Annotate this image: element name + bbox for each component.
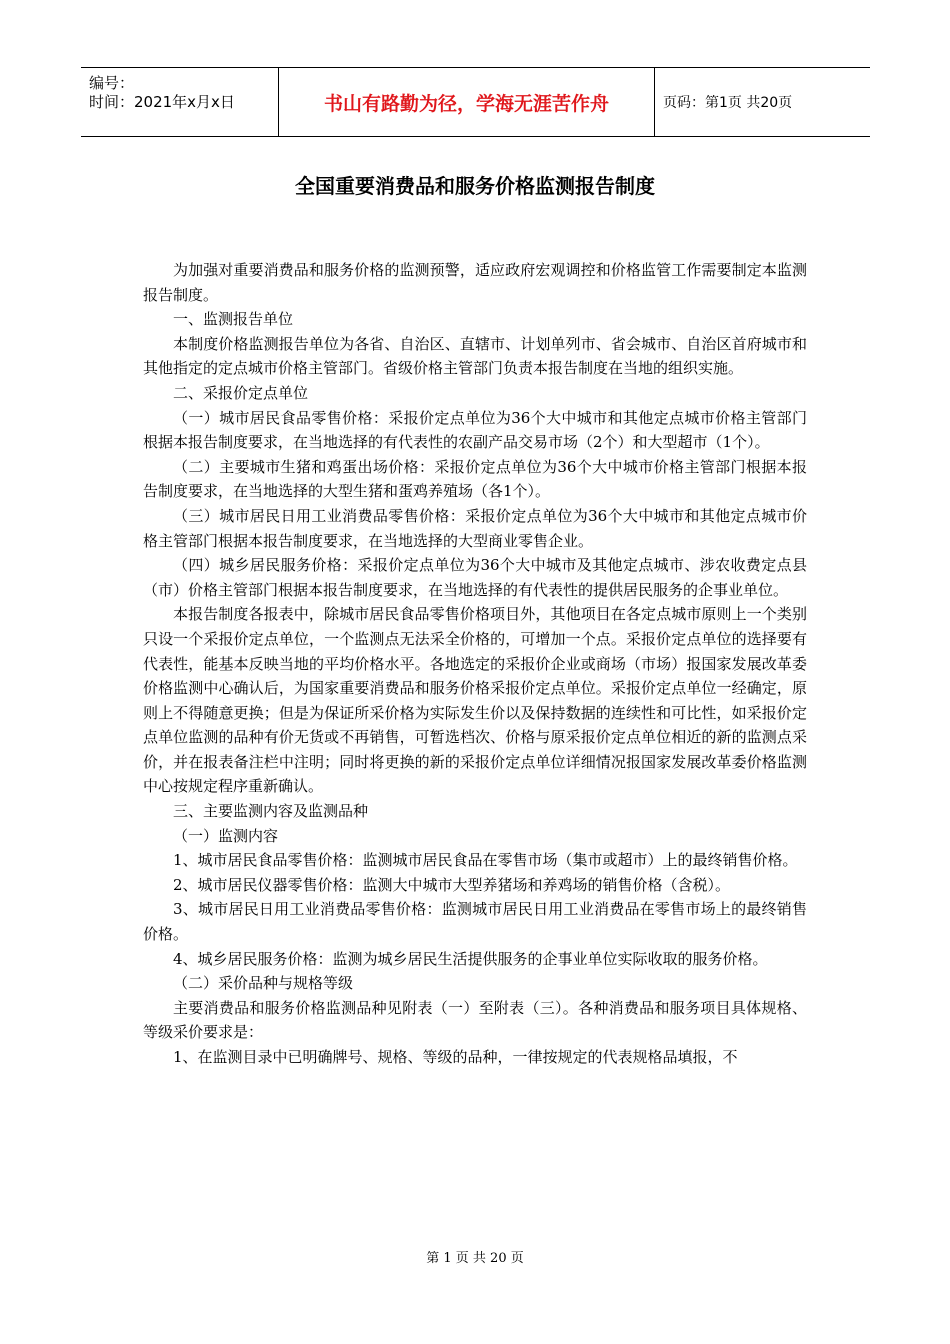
document-body: [143, 258, 807, 1070]
section-heading: 三、主要监测内容及监测品种: [173, 802, 369, 821]
paragraph: （四）城乡居民服务价格：采报价定点单位为36个大中城市及其他定点城市、涉农收费定点县（市）价格主管部门根据本报告制度要求，在当地选择的有代表性的提供居民服务的企事业单位。: [143, 556, 807, 599]
paragraph: （一）城市居民食品零售价格：采报价定点单位为36个大中城市和其他定点城市价格主管部门根据本报告制度要求，在当地选择的有代表性的农副产品交易市场（2个）和大型超市（1个）。: [143, 408, 807, 452]
section-heading: 二、采报价定点单位: [173, 383, 309, 402]
header-motto: 书山有路勤为径，学海无涯苦作舟: [279, 68, 655, 136]
paragraph: 1、在监测目录中已明确牌号、规格、等级的品种，一律按规定的代表规格品填报，不: [173, 1048, 738, 1066]
header-meta: [81, 68, 279, 136]
page-footer: 第 1 页 共 20 页: [426, 1251, 524, 1266]
paragraph: （二）主要城市生猪和鸡蛋出场价格：采报价定点单位为36个大中城市价格主管部门根据本报告制度要求，在当地选择的大型生猪和蛋鸡养殖场（各1个）。: [143, 457, 807, 501]
page-header: [81, 67, 870, 137]
paragraph: 3、城市居民日用工业消费品零售价格：监测城市居民日用工业消费品在零售市场上的最终销售价格。: [143, 900, 807, 944]
paragraph: 主要消费品和服务价格监测品种见附表（一）至附表（三）。各种消费品和服务项目具体规格、等级采价要求是：: [143, 998, 807, 1042]
document-time-label: 时间：2021年x月x日: [89, 93, 235, 111]
section-heading: 一、监测报告单位: [173, 310, 294, 329]
document-number-label: 编号：: [89, 74, 135, 92]
paragraph: 4、城乡居民服务价格：监测为城乡居民生活提供服务的企事业单位实际收取的服务价格。: [173, 949, 768, 968]
subsection-heading: （二）采价品种与规格等级: [173, 974, 354, 993]
paragraph: 本制度价格监测报告单位为各省、自治区、直辖市、计划单列市、省会城市、自治区首府城市和其他指定的定点城市价格主管部门。省级价格主管部门负责本报告制度在当地的组织实施。: [143, 334, 807, 378]
subsection-heading: （一）监测内容: [173, 826, 279, 845]
header-page-info: 页码：第1页 共20页: [663, 95, 793, 111]
paragraph: 2、城市居民仪器零售价格：监测大中城市大型养猪场和养鸡场的销售价格（含税）。: [173, 875, 731, 894]
paragraph: 本报告制度各报表中，除城市居民食品零售价格项目外，其他项目在各定点城市原则上一个类别只设一个采报价定点单位，一个监测点无法采全价格的，可增加一个点。采报价定点单位的选择要有代表性，能基本反映当地的平均价格水平。各地选定的采报价企业或商场（市场）报国家发展改革委价格监测中心确认后，为国家重要消费品和服务价格采报价定点单位。采报价定点单位一经确定，原则上不得随意更换；但是为保证所采价格为实际发生价以及保持数据的连续性和可比性，如采报价定点单位监测的品种有价无货或不再销售，可暂选档次、价格与原采报价定点单位相近的新的监测点采价，并在报表备注栏中注明；同时将更换的新的采报价定点单位详细情况报国家发展改革委价格监测中心按规定程序重新确认。: [143, 605, 807, 796]
paragraph: 为加强对重要消费品和服务价格的监测预警，适应政府宏观调控和价格监管工作需要制定本监测报告制度。: [143, 261, 807, 304]
document-title: 全国重要消费品和服务价格监测报告制度: [295, 174, 655, 198]
paragraph: （三）城市居民日用工业消费品零售价格：采报价定点单位为36个大中城市和其他定点城市价格主管部门根据本报告制度要求，在当地选择的大型商业零售企业。: [143, 506, 807, 550]
paragraph: 1、城市居民食品零售价格：监测城市居民食品在零售市场（集市或超市）上的最终销售价格。: [173, 851, 798, 870]
